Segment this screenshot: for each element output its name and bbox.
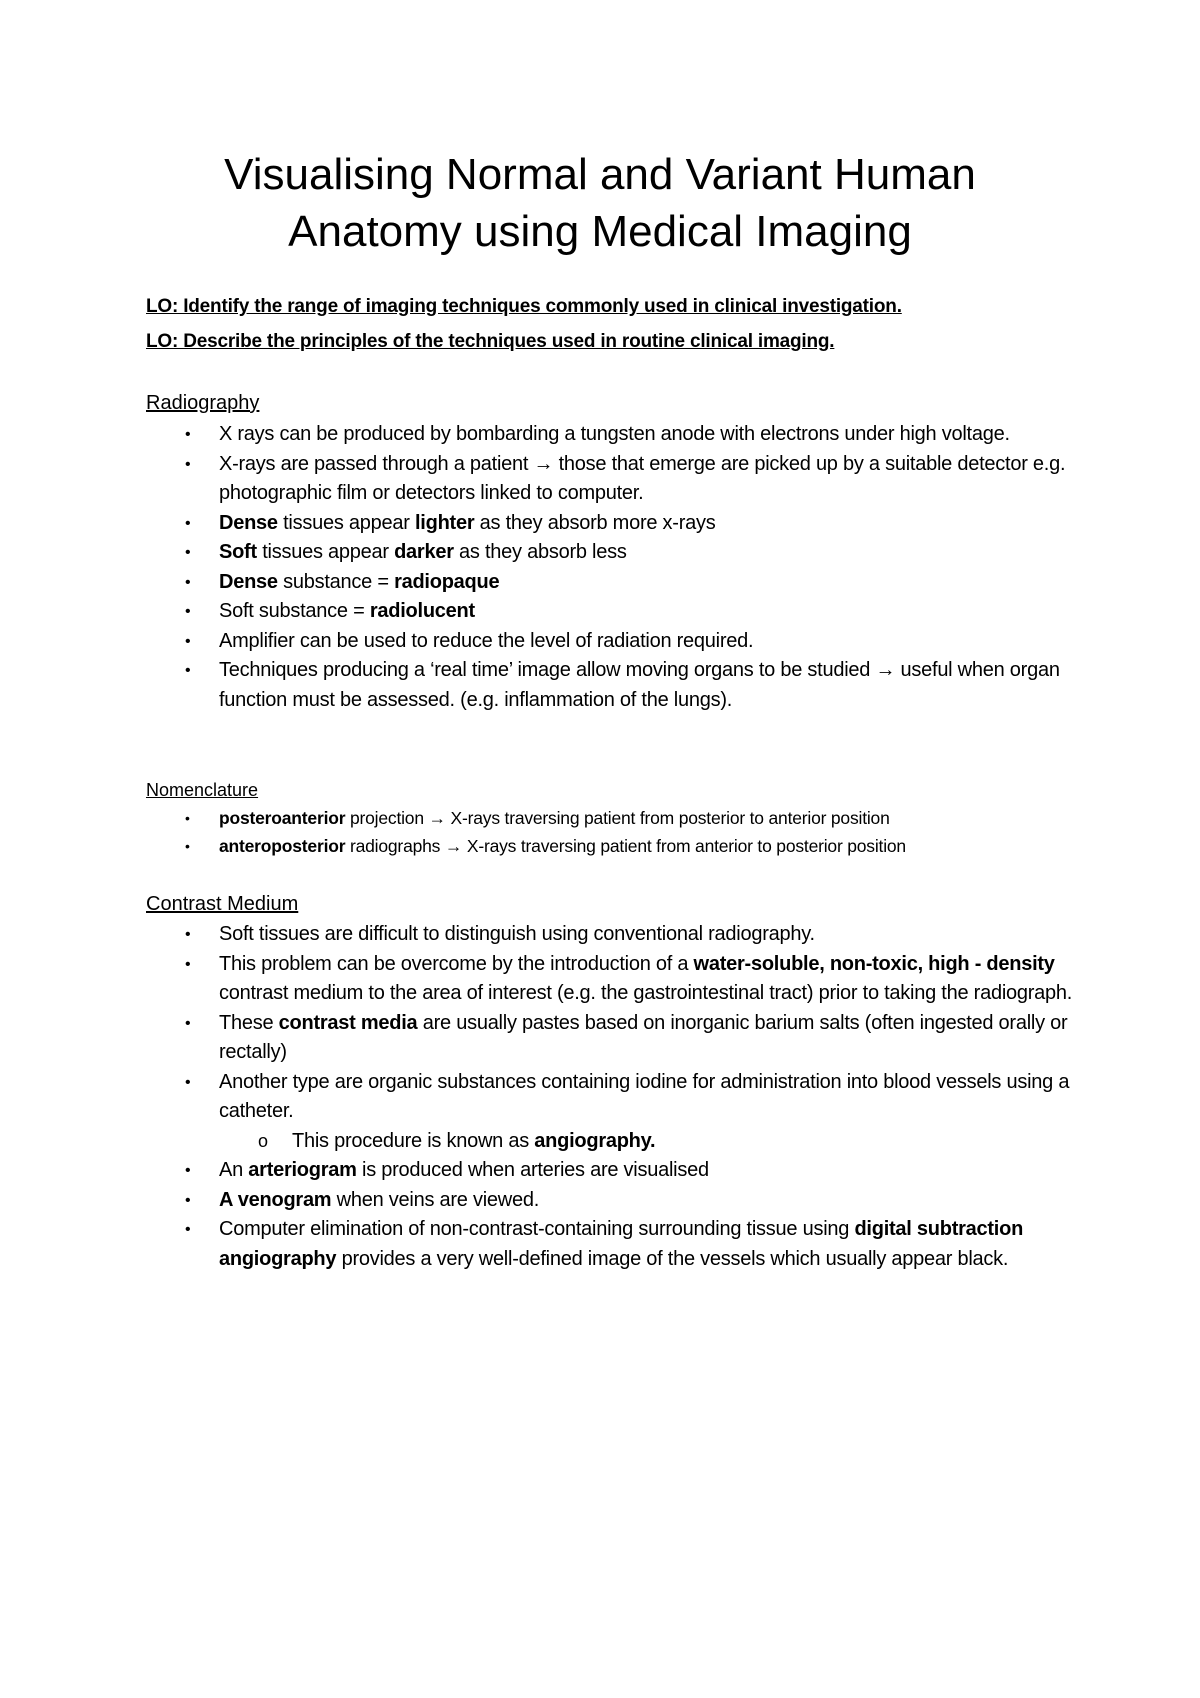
bullet-icon: • (185, 426, 191, 443)
title-line-2: Anatomy using Medical Imaging (288, 207, 912, 256)
radiography-list (146, 420, 1086, 715)
bullet-icon: • (185, 1014, 191, 1032)
list-item: • Soft tissues appear darker as they absorb less (146, 538, 1086, 568)
list-item: • anteroposterior radiographs → X-rays traversing patient from anterior to posterior position (146, 833, 1086, 861)
bullet-icon: • (185, 926, 191, 943)
list-item: • Techniques producing a ‘real time’ image allow moving organs to be studied → useful when organ function must be assessed. (e.g. inflammation of the lungs). (146, 656, 1086, 715)
list-item: • A venogram when veins are viewed. (146, 1186, 1086, 1216)
list-item: • This problem can be overcome by the introduction of a water-soluble, non-toxic, high - density contrast medium to the area of interest (e.g. the gastrointestinal tract) prior to taking the radiograph. (146, 950, 1086, 1009)
bullet-icon: • (185, 514, 191, 532)
bullet-icon: • (185, 837, 190, 854)
contrast-medium-heading: Contrast Medium (146, 893, 299, 915)
bullet-icon: • (185, 1221, 191, 1238)
list-item: • Soft tissues are difficult to distinguish using conventional radiography. (146, 920, 1086, 950)
list-item: • Another type are organic substances containing iodine for administration into blood vessels using a catheter. (146, 1068, 1086, 1127)
nomenclature-heading: Nomenclature (146, 780, 259, 800)
learning-objective-1: LO: Identify the range of imaging techniques commonly used in clinical investigation. (146, 296, 902, 317)
learning-objective-2: LO: Describe the principles of the techniques used in routine clinical imaging. (146, 331, 835, 352)
sub-bullet-icon: o (258, 1130, 268, 1151)
list-item: • X-rays are passed through a patient → those that emerge are picked up by a suitable detector e.g. photographic film or detectors linked to computer. (146, 450, 1086, 509)
bullet-icon: • (185, 1162, 191, 1179)
list-item: • posteroanterior projection → X-rays traversing patient from posterior to anterior position (146, 805, 1086, 833)
list-item: • X rays can be produced by bombarding a tungsten anode with electrons under high voltage. (146, 420, 1086, 450)
bullet-icon: • (185, 573, 191, 591)
list-item: • These contrast media are usually pastes based on inorganic barium salts (often ingested orally or rectally) (146, 1009, 1086, 1068)
list-item: • Dense substance = radiopaque (146, 568, 1086, 598)
list-item: • An arteriogram is produced when arteries are visualised (146, 1156, 1086, 1186)
arrow-icon: → (444, 835, 463, 856)
bullet-icon: • (185, 1191, 191, 1209)
list-item: • Amplifier can be used to reduce the level of radiation required. (146, 627, 1086, 657)
bullet-icon: • (185, 455, 191, 473)
sub-list-item: o This procedure is known as angiography. (146, 1127, 1086, 1157)
arrow-icon: → (875, 659, 896, 681)
list-item: • Dense tissues appear lighter as they absorb more x-rays (146, 509, 1086, 539)
bullet-icon: • (185, 810, 190, 826)
contrast-list (146, 920, 1086, 1274)
bullet-icon: • (185, 1073, 191, 1091)
arrow-icon: → (428, 808, 446, 828)
bullet-icon: • (185, 955, 191, 973)
title-line-1: Visualising Normal and Variant Human (224, 150, 976, 199)
bullet-icon: • (185, 632, 191, 650)
bullet-icon: • (185, 662, 191, 679)
nomenclature-list (146, 805, 1086, 860)
list-item: • Computer elimination of non-contrast-containing surrounding tissue using digital subtraction angiography provides a very well-defined image of the vessels which usually appear black. (146, 1215, 1086, 1274)
arrow-icon: → (533, 452, 554, 475)
bullet-icon: • (185, 544, 191, 561)
list-item: • Soft substance = radiolucent (146, 597, 1086, 627)
radiography-heading: Radiography (146, 392, 260, 414)
page-title (120, 146, 1080, 260)
bullet-icon: • (185, 603, 191, 620)
